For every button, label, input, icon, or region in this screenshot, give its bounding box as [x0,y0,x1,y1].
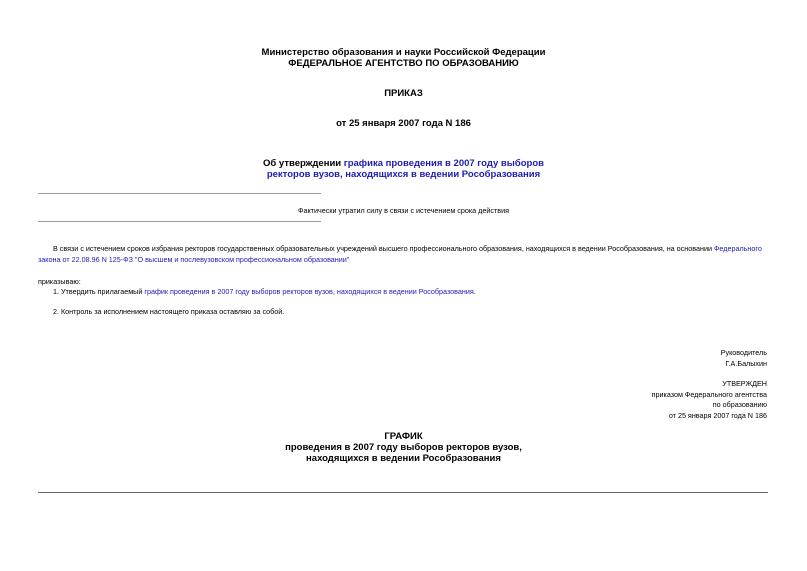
doc-type: ПРИКАЗ [384,88,423,99]
preamble-paragraph [38,244,770,265]
preamble-text: В связи с истечением сроков избрания ректоров государственных образовательных учреждений высшего профессионального образования, находящихся в ведении Рособразования, на основании [53,244,714,253]
divider-top [38,193,321,194]
signature-block [467,348,767,369]
order-word [38,277,81,287]
federal-law-link-part2[interactable]: закона от 22.08.96 N 125-ФЗ "О высшем и послевузовском профессиональном образовании" [38,254,350,264]
ministry-name: Министерство образования и науки Российской Федерации [261,47,546,58]
order-item-1 [53,287,476,297]
schedule-title-3 [0,453,807,464]
schedule-title-text-3: находящихся в ведении Рособразования [306,453,501,464]
status-note [0,206,807,216]
signature-name: Г.А.Балыхин [725,358,767,368]
ministry-heading [0,47,807,58]
signature-title: Руководитель [720,348,767,357]
subject-line-1 [0,158,807,169]
item2-text: 2. Контроль за исполнением настоящего приказа оставляю за собой. [53,307,285,316]
approved-line-3: от 25 января 2007 года N 186 [668,410,767,420]
item1-prefix: 1. Утвердить прилагаемый [53,287,145,296]
approved-block [467,379,767,421]
item1-suffix: . [473,287,476,296]
approved-word: УТВЕРЖДЕН [722,379,767,388]
schedule-link-title-1[interactable]: графика проведения в 2007 году выборов [343,158,544,169]
schedule-link-item1[interactable]: график проведения в 2007 году выборов ректоров вузов, находящихся в ведении Рособразования [144,287,474,296]
subject-prefix: Об утверждении [263,158,344,169]
schedule-title-word: ГРАФИК [384,431,423,442]
federal-law-link-part1[interactable]: Федерального [713,244,762,253]
agency-name: ФЕДЕРАЛЬНОЕ АГЕНТСТВО ПО ОБРАЗОВАНИЮ [288,58,519,69]
status-note-text: Фактически утратил силу в связи с истечением срока действия [298,206,509,215]
agency-heading [0,58,807,69]
approved-line-1: приказом Федерального агентства [651,389,767,399]
table-top-border [38,492,768,493]
order-word-text: приказываю: [38,277,81,286]
order-item-2 [53,307,284,317]
schedule-title-text-2: проведения в 2007 году выборов ректоров вузов, [285,442,522,453]
approved-line-2: по образованию [712,400,767,409]
doc-date: от 25 января 2007 года N 186 [336,118,471,129]
date-heading [0,118,807,129]
doc-type-heading [0,88,807,99]
divider-bottom [38,221,321,222]
subject-line-2 [0,169,807,180]
schedule-title-2 [0,442,807,453]
schedule-title-1 [0,431,807,442]
schedule-link-title-2[interactable]: ректоров вузов, находящихся в ведении Рособразования [266,169,541,180]
